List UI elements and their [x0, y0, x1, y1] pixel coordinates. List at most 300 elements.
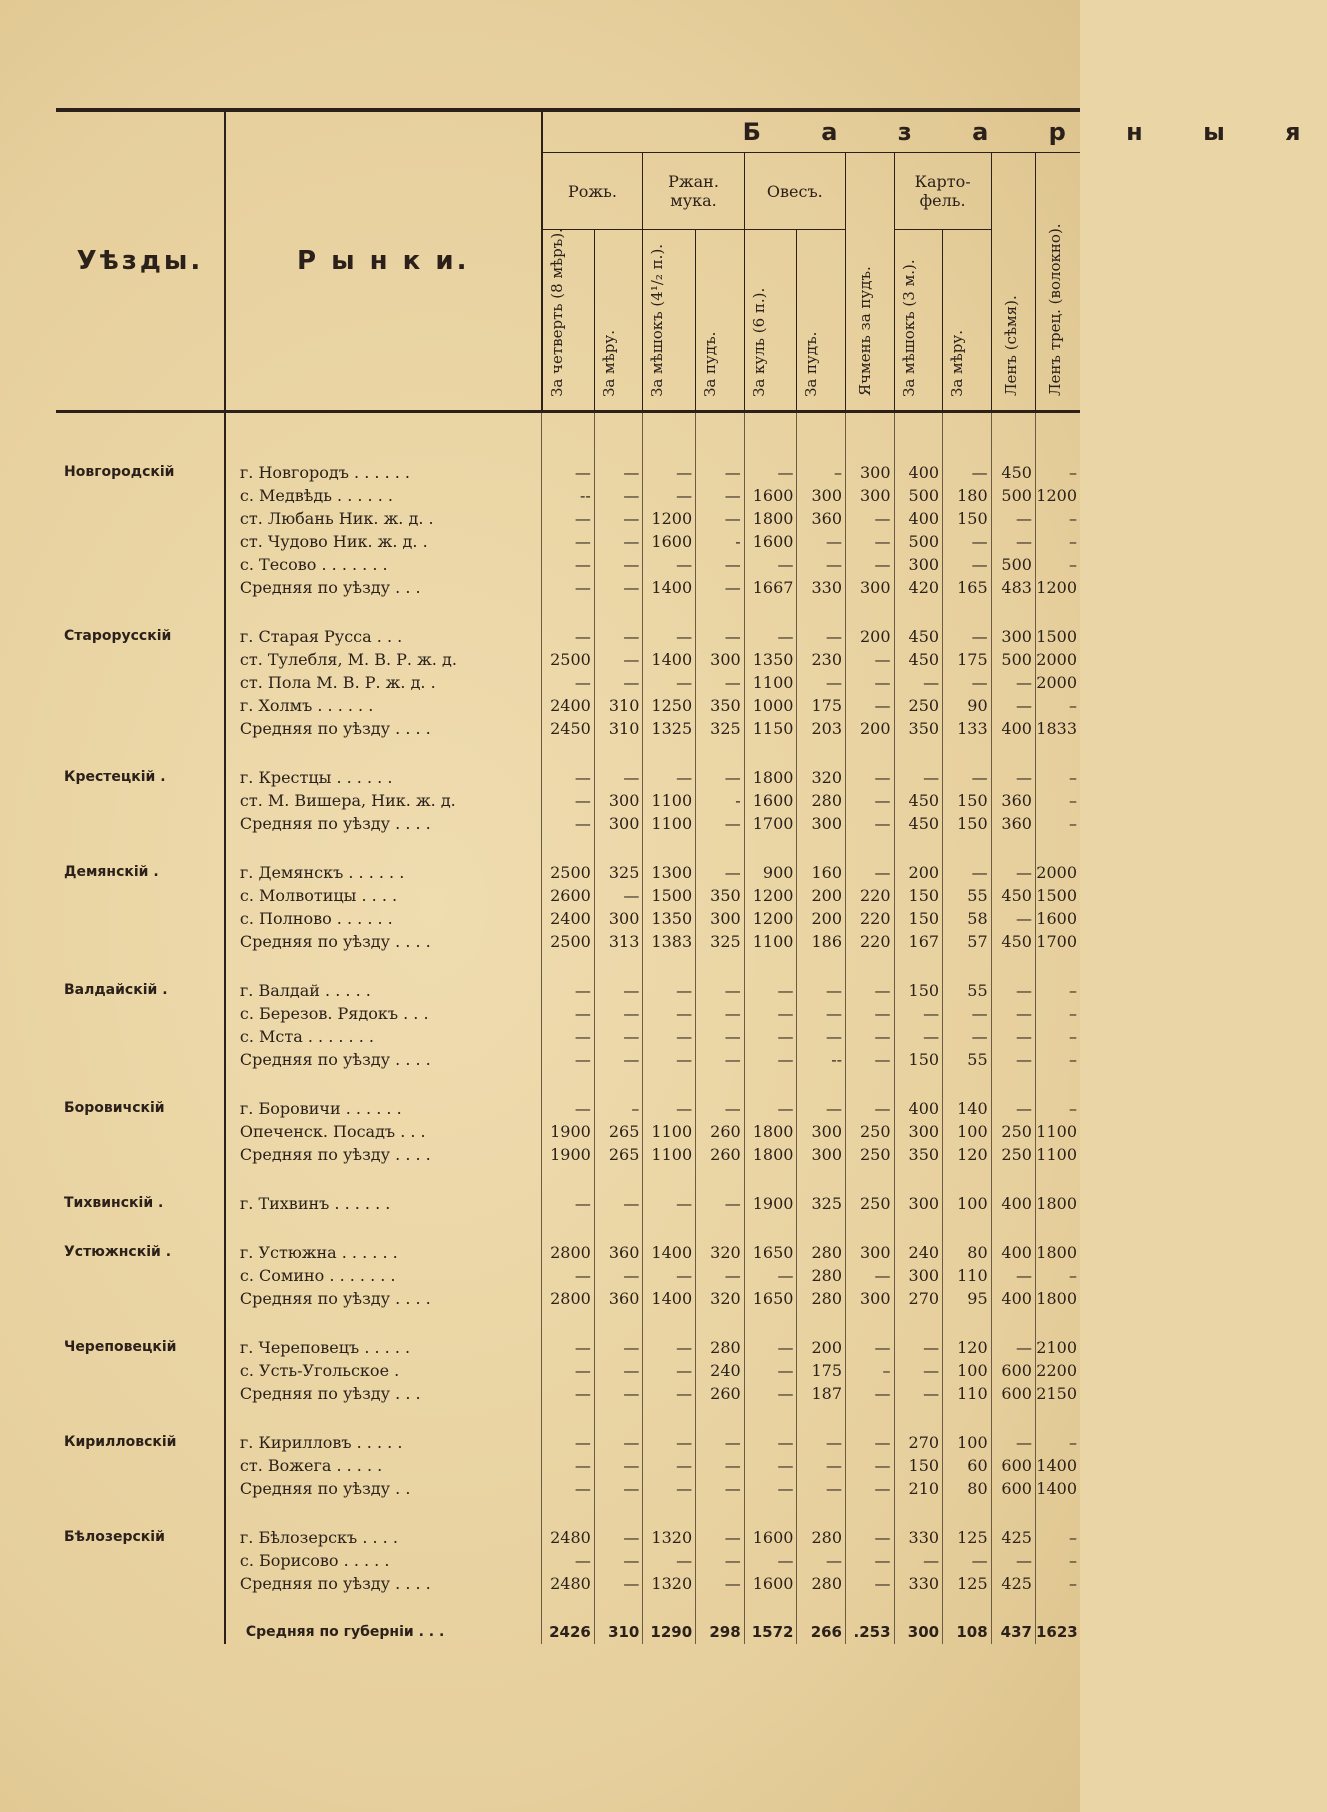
price-cell: --: [797, 1048, 846, 1071]
market-name: Средняя по уѣзду . .: [239, 1479, 411, 1498]
market-name: с. Полново . . . . . .: [239, 909, 393, 928]
price-cell: 240: [696, 1359, 745, 1382]
price-cell: —: [594, 979, 643, 1002]
price-cell: -: [696, 530, 745, 553]
price-cell: 1325: [643, 717, 696, 740]
table-row: [56, 1120, 1080, 1143]
price-cell: —: [696, 484, 745, 507]
price-cell: –: [846, 1359, 895, 1382]
uezd-name: [56, 1621, 225, 1644]
price-cell: —: [594, 1549, 643, 1572]
price-cell: —: [744, 625, 797, 648]
price-cell: —: [594, 507, 643, 530]
market-name: ст. Чудово Ник. ж. д. .: [239, 532, 428, 551]
table-body: [56, 412, 1080, 1645]
price-cell: —: [797, 530, 846, 553]
spacer-row: [56, 1215, 1080, 1241]
market-name: Средняя по уѣзду . . . .: [239, 814, 431, 833]
price-cell: 1900: [542, 1143, 595, 1166]
price-cell: 1667: [744, 576, 797, 599]
price-cell: —: [797, 1025, 846, 1048]
price-cell: —: [846, 1431, 895, 1454]
uezd-name: [56, 1454, 225, 1477]
price-cell: —: [594, 1454, 643, 1477]
uezd-name: Старорусскій: [56, 625, 225, 648]
price-cell: 265: [594, 1120, 643, 1143]
price-cell: —: [846, 1526, 895, 1549]
price-cell: 1833: [1035, 717, 1080, 740]
table-row: [56, 1572, 1080, 1595]
price-cell: 300: [894, 1192, 943, 1215]
price-cell: 200: [797, 1336, 846, 1359]
header-uezd: Уѣзды.: [56, 110, 225, 412]
uezd-name: [56, 1025, 225, 1048]
price-cell: —: [594, 1431, 643, 1454]
table-row: [56, 1143, 1080, 1166]
market-name: Средняя по уѣзду . . . .: [239, 719, 431, 738]
price-cell: 1623: [1035, 1621, 1080, 1644]
table-row: [56, 507, 1080, 530]
price-cell: –: [1035, 507, 1080, 530]
price-cell: —: [643, 461, 696, 484]
price-cell: 1290: [643, 1621, 696, 1644]
price-cell: 150: [943, 789, 992, 812]
price-cell: —: [594, 576, 643, 599]
price-cell: —: [696, 1526, 745, 1549]
price-cell: 1400: [643, 1241, 696, 1264]
price-cell: —: [846, 1549, 895, 1572]
price-cell: —: [542, 1454, 595, 1477]
price-cell: —: [696, 1097, 745, 1120]
price-cell: 55: [943, 884, 992, 907]
price-cell: —: [643, 1549, 696, 1572]
price-cell: —: [696, 1048, 745, 1071]
spacer-row: [56, 412, 1080, 462]
price-cell: —: [991, 1002, 1035, 1025]
price-cell: —: [991, 979, 1035, 1002]
spacer-row: [56, 740, 1080, 766]
price-cell: 270: [894, 1287, 943, 1310]
table-row: [56, 1002, 1080, 1025]
price-cell: 1200: [744, 884, 797, 907]
price-cell: —: [744, 1454, 797, 1477]
table-row: [56, 1477, 1080, 1500]
market-name: Опеченск. Посадъ . . .: [239, 1122, 426, 1141]
table-row: [56, 717, 1080, 740]
header-group-rye: Рожь.: [542, 153, 643, 230]
table-row: [56, 1025, 1080, 1048]
price-cell: 150: [894, 1048, 943, 1071]
market-name: ст. Пола М. В. Р. ж. д. .: [239, 673, 436, 692]
price-cell: 200: [846, 625, 895, 648]
price-cell: 2480: [542, 1526, 595, 1549]
table-row: [56, 1526, 1080, 1549]
price-cell: 400: [894, 1097, 943, 1120]
price-cell: —: [696, 1264, 745, 1287]
price-cell: —: [643, 484, 696, 507]
price-cell: 2000: [1035, 648, 1080, 671]
price-cell: —: [846, 1454, 895, 1477]
price-cell: —: [846, 766, 895, 789]
price-cell: —: [943, 625, 992, 648]
price-cell: –: [797, 461, 846, 484]
market-name: ст. Тулебля, М. В. Р. ж. д.: [239, 650, 457, 669]
uezd-name: [56, 884, 225, 907]
table-row: [56, 1241, 1080, 1264]
price-cell: 1600: [643, 530, 696, 553]
price-cell: –: [1035, 1431, 1080, 1454]
price-cell: 600: [991, 1359, 1035, 1382]
price-cell: —: [846, 530, 895, 553]
uezd-name: [56, 576, 225, 599]
price-cell: 120: [943, 1143, 992, 1166]
table-row: [56, 461, 1080, 484]
price-cell: 110: [943, 1382, 992, 1405]
market-name: г. Крестцы . . . . . .: [239, 768, 393, 787]
price-cell: 280: [797, 1526, 846, 1549]
price-cell: 2500: [542, 648, 595, 671]
price-cell: 210: [894, 1477, 943, 1500]
price-cell: –: [1035, 694, 1080, 717]
price-cell: —: [991, 766, 1035, 789]
price-cell: 165: [943, 576, 992, 599]
price-cell: –: [1035, 766, 1080, 789]
price-cell: —: [594, 1382, 643, 1405]
market-name: г. Кирилловъ . . . . .: [239, 1433, 403, 1452]
spacer-row: [56, 835, 1080, 861]
price-cell: 1400: [1035, 1477, 1080, 1500]
price-cell: —: [542, 1097, 595, 1120]
price-cell: —: [594, 530, 643, 553]
price-cell: —: [696, 861, 745, 884]
price-cell: —: [696, 1025, 745, 1048]
price-cell: —: [744, 1431, 797, 1454]
table-row: [56, 553, 1080, 576]
price-cell: 500: [991, 484, 1035, 507]
header-sub: За куль (6 п.).: [744, 230, 797, 412]
price-cell: 1350: [744, 648, 797, 671]
price-cell: 1900: [744, 1192, 797, 1215]
price-cell: 300: [797, 1143, 846, 1166]
price-cell: —: [542, 1192, 595, 1215]
price-cell: 300: [894, 1264, 943, 1287]
price-cell: 350: [696, 884, 745, 907]
uezd-name: [56, 930, 225, 953]
price-cell: –: [1035, 1097, 1080, 1120]
table-row: [56, 576, 1080, 599]
price-cell: 1100: [643, 1120, 696, 1143]
price-cell: —: [991, 1264, 1035, 1287]
price-cell: 1800: [1035, 1287, 1080, 1310]
price-cell: 450: [991, 930, 1035, 953]
price-cell: –: [1035, 530, 1080, 553]
price-cell: —: [846, 671, 895, 694]
price-cell: 450: [894, 648, 943, 671]
market-name: г. Старая Русса . . .: [239, 627, 403, 646]
price-cell: —: [744, 1097, 797, 1120]
price-cell: –: [1035, 1048, 1080, 1071]
table-row: [56, 1382, 1080, 1405]
price-cell: —: [542, 1382, 595, 1405]
uezd-name: [56, 1143, 225, 1166]
price-cell: 2000: [1035, 671, 1080, 694]
uezd-name: Тихвинскій .: [56, 1192, 225, 1215]
price-cell: 360: [797, 507, 846, 530]
price-cell: 250: [991, 1143, 1035, 1166]
price-cell: —: [643, 1264, 696, 1287]
price-cell: 1600: [1035, 907, 1080, 930]
price-cell: 450: [894, 812, 943, 835]
price-cell: —: [943, 461, 992, 484]
price-cell: 400: [894, 507, 943, 530]
price-cell: 266: [797, 1621, 846, 1644]
price-cell: —: [943, 766, 992, 789]
price-cell: –: [1035, 553, 1080, 576]
price-cell: 1500: [643, 884, 696, 907]
price-cell: —: [991, 694, 1035, 717]
price-cell: 95: [943, 1287, 992, 1310]
price-cell: —: [797, 1002, 846, 1025]
market-name: Средняя по уѣзду . . .: [239, 578, 421, 597]
price-cell: —: [643, 1454, 696, 1477]
header-barley: Ячмень за пудъ.: [846, 153, 895, 412]
price-cell: —: [846, 694, 895, 717]
price-cell: 1800: [1035, 1192, 1080, 1215]
price-cell: 280: [696, 1336, 745, 1359]
price-cell: —: [542, 1264, 595, 1287]
price-cell: 310: [594, 1621, 643, 1644]
price-cell: —: [696, 461, 745, 484]
market-name: Средняя по уѣзду . . . .: [239, 1289, 431, 1308]
price-cell: —: [696, 1192, 745, 1215]
uezd-name: Кирилловскій: [56, 1431, 225, 1454]
price-cell: —: [696, 507, 745, 530]
price-cell: 250: [846, 1143, 895, 1166]
price-cell: —: [991, 861, 1035, 884]
price-cell: 350: [696, 694, 745, 717]
price-cell: 300: [991, 625, 1035, 648]
price-cell: —: [744, 1359, 797, 1382]
uezd-name: [56, 694, 225, 717]
price-cell: 300: [894, 553, 943, 576]
price-cell: 250: [846, 1192, 895, 1215]
price-cell: 1383: [643, 930, 696, 953]
price-cell: 55: [943, 979, 992, 1002]
price-cell: 1400: [643, 576, 696, 599]
price-cell: 1600: [744, 530, 797, 553]
price-cell: —: [542, 671, 595, 694]
total-row: [56, 1621, 1080, 1644]
price-cell: 1500: [1035, 625, 1080, 648]
price-cell: —: [943, 530, 992, 553]
price-cell: 300: [797, 1120, 846, 1143]
price-cell: —: [594, 1264, 643, 1287]
price-cell: 1800: [744, 507, 797, 530]
market-name: Средняя по губерніи . . .: [245, 1624, 445, 1640]
price-cell: —: [797, 1097, 846, 1120]
header-sub: За четверть (8 мѣръ).: [542, 230, 595, 412]
uezd-name: [56, 1477, 225, 1500]
price-cell: 60: [943, 1454, 992, 1477]
price-cell: —: [846, 789, 895, 812]
spacer-row: [56, 1166, 1080, 1192]
price-cell: —: [542, 1025, 595, 1048]
price-cell: 300: [696, 648, 745, 671]
price-cell: —: [846, 648, 895, 671]
price-cell: —: [744, 1549, 797, 1572]
price-cell: —: [943, 1549, 992, 1572]
price-cell: 1400: [643, 1287, 696, 1310]
price-cell: 300: [846, 484, 895, 507]
price-cell: —: [594, 671, 643, 694]
price-cell: 600: [991, 1454, 1035, 1477]
table-row: [56, 1097, 1080, 1120]
price-cell: 300: [846, 576, 895, 599]
price-cell: 500: [894, 530, 943, 553]
uezd-name: Крестецкій .: [56, 766, 225, 789]
header-bazar: Б а з а р н ы я: [542, 110, 1080, 153]
market-name: ст. М. Вишера, Ник. ж. д.: [239, 791, 456, 810]
price-cell: —: [894, 1549, 943, 1572]
price-cell: 1600: [744, 789, 797, 812]
price-cell: 500: [991, 553, 1035, 576]
table-row: [56, 671, 1080, 694]
price-cell: —: [696, 766, 745, 789]
price-cell: –: [1035, 812, 1080, 835]
price-cell: 1300: [643, 861, 696, 884]
market-name: г. Новгородъ . . . . . .: [239, 463, 410, 482]
price-cell: —: [696, 553, 745, 576]
uezd-name: [56, 484, 225, 507]
market-name: с. Усть-Угольское .: [239, 1361, 400, 1380]
price-cell: 1320: [643, 1526, 696, 1549]
price-cell: —: [894, 766, 943, 789]
price-cell: 180: [943, 484, 992, 507]
market-name: ст. Вожега . . . . .: [239, 1456, 383, 1475]
price-cell: 600: [991, 1382, 1035, 1405]
market-name: г. Устюжна . . . . . .: [239, 1243, 398, 1262]
price-cell: —: [991, 507, 1035, 530]
uezd-name: Череповецкій: [56, 1336, 225, 1359]
price-cell: —: [846, 507, 895, 530]
price-cell: 260: [696, 1143, 745, 1166]
price-cell: —: [542, 461, 595, 484]
price-cell: 1500: [1035, 884, 1080, 907]
price-cell: —: [894, 671, 943, 694]
price-cell: 250: [846, 1120, 895, 1143]
spacer-row: [56, 1310, 1080, 1336]
price-cell: 280: [797, 1264, 846, 1287]
price-cell: 1000: [744, 694, 797, 717]
price-cell: —: [797, 1477, 846, 1500]
price-cell: —: [643, 1097, 696, 1120]
market-name: г. Демянскъ . . . . . .: [239, 863, 405, 882]
price-cell: —: [797, 1454, 846, 1477]
price-cell: 57: [943, 930, 992, 953]
price-cell: 300: [797, 484, 846, 507]
price-cell: --: [542, 484, 595, 507]
price-cell: —: [542, 789, 595, 812]
price-cell: 2000: [1035, 861, 1080, 884]
price-cell: —: [542, 507, 595, 530]
price-cell: —: [696, 1572, 745, 1595]
price-cell: 110: [943, 1264, 992, 1287]
uezd-name: [56, 1048, 225, 1071]
market-name: с. Медвѣдь . . . . . .: [239, 486, 393, 505]
price-cell: —: [846, 1572, 895, 1595]
market-name: г. Бѣлозерскъ . . . .: [239, 1528, 398, 1547]
price-cell: 420: [894, 576, 943, 599]
price-cell: —: [991, 1336, 1035, 1359]
price-cell: —: [696, 1454, 745, 1477]
price-cell: 220: [846, 884, 895, 907]
price-cell: —: [643, 766, 696, 789]
price-cell: —: [542, 576, 595, 599]
header-group-flour: Ржан. мука.: [643, 153, 744, 230]
uezd-name: [56, 1382, 225, 1405]
market-name: г. Череповецъ . . . . .: [239, 1338, 411, 1357]
table-row: [56, 907, 1080, 930]
price-cell: 270: [894, 1431, 943, 1454]
price-cell: —: [542, 812, 595, 835]
price-cell: 2500: [542, 930, 595, 953]
price-cell: —: [643, 553, 696, 576]
price-cell: 1600: [744, 1526, 797, 1549]
price-cell: —: [991, 1097, 1035, 1120]
price-cell: 1100: [1035, 1143, 1080, 1166]
price-cell: —: [542, 766, 595, 789]
price-cell: —: [542, 625, 595, 648]
header-flax-seed: Ленъ (сѣмя).: [991, 153, 1035, 412]
price-cell: 100: [943, 1192, 992, 1215]
uezd-name: Новгородскій: [56, 461, 225, 484]
price-cell: —: [943, 861, 992, 884]
price-cell: 900: [744, 861, 797, 884]
price-cell: 1650: [744, 1287, 797, 1310]
price-cell: —: [991, 907, 1035, 930]
price-cell: 250: [991, 1120, 1035, 1143]
header-sub: За мѣру.: [943, 230, 992, 412]
price-cell: —: [894, 1336, 943, 1359]
price-cell: 2200: [1035, 1359, 1080, 1382]
price-cell: 2150: [1035, 1382, 1080, 1405]
table-row: [56, 1359, 1080, 1382]
price-cell: 300: [894, 1621, 943, 1644]
market-name: с. Тесово . . . . . . .: [239, 555, 388, 574]
price-cell: —: [744, 979, 797, 1002]
price-cell: 58: [943, 907, 992, 930]
price-cell: 2450: [542, 717, 595, 740]
price-cell: –: [1035, 1572, 1080, 1595]
price-cell: 265: [594, 1143, 643, 1166]
price-cell: —: [643, 1336, 696, 1359]
table-row: [56, 1549, 1080, 1572]
uezd-name: [56, 671, 225, 694]
price-cell: —: [696, 1477, 745, 1500]
price-cell: 300: [594, 812, 643, 835]
price-cell: —: [744, 1336, 797, 1359]
price-cell: 1800: [744, 1120, 797, 1143]
market-name: с. Мста . . . . . . .: [239, 1027, 374, 1046]
price-cell: —: [846, 1336, 895, 1359]
price-cell: 150: [894, 979, 943, 1002]
price-cell: 350: [894, 1143, 943, 1166]
price-cell: 55: [943, 1048, 992, 1071]
table-row: [56, 1287, 1080, 1310]
price-cell: 425: [991, 1526, 1035, 1549]
price-cell: —: [744, 553, 797, 576]
price-cell: —: [542, 1431, 595, 1454]
